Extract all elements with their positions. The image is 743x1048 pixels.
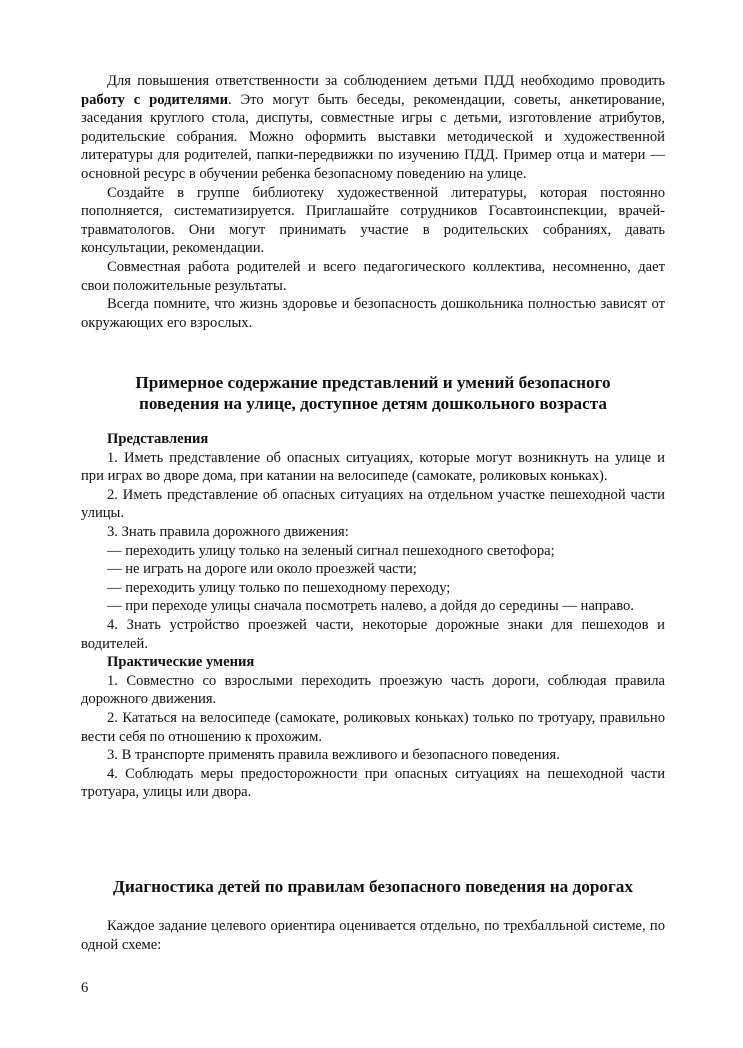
paragraph: Создайте в группе библиотеку художественной литературы, которая постоянно пополняется, систематизируется. Приглашайте сотрудников Госавтоинспекции, врачей-травматологов. Они могут принимать участие в родительских собраниях, давать консультации, рекомендации.	[81, 184, 665, 257]
paragraph: Всегда помните, что жизнь здоровье и безопасность дошкольника полностью зависят от окружающих его взрослых.	[81, 296, 665, 331]
subheading: Практические умения	[107, 654, 255, 671]
section-title	[81, 372, 665, 414]
section-title: Диагностика детей по правилам безопасного поведения на дорогах	[113, 877, 633, 896]
list-item: 1. Иметь представление об опасных ситуациях, которые могут возникнуть на улице и при играх во дворе дома, при катании на велосипеде (самокате, роликовых коньках).	[81, 449, 665, 485]
list-item: 2. Иметь представление об опасных ситуациях на отдельном участке пешеходной части улицы.	[81, 486, 665, 522]
list-item: — переходить улицу только на зеленый сигнал пешеходного светофора;	[107, 542, 555, 559]
paragraph: Совместная работа родителей и всего педагогического коллектива, несомненно, дает свои положительные результаты.	[81, 258, 665, 294]
section-body	[81, 917, 665, 954]
list-item: 1. Совместно со взрослыми переходить проезжую часть дороги, соблюдая правила дорожного движения.	[81, 672, 665, 708]
list-item: — переходить улицу только по пешеходному переходу;	[107, 579, 451, 596]
list-item: — при переходе улицы сначала посмотреть налево, а дойдя до середины — направо.	[107, 598, 634, 615]
paragraph	[81, 72, 665, 184]
text-run: . Это могут быть беседы, рекомендации, советы, анкетирование, заседания круглого стола, диспуты, совместные игры с детьми, изготовление атрибутов, родительские собрания. Можно оформить выставки методической и художественной литературы для родителей, папки-передвижки по изучению ПДД. Пример отца и матери — основной ресурс в обучении ребенка безопасному поведению на улице.	[81, 91, 665, 182]
list-item: 4. Соблюдать меры предосторожности при опасных ситуациях на пешеходной части тротуара, улицы или двора.	[81, 765, 665, 801]
list-item: 4. Знать устройство проезжей части, некоторые дорожные знаки для пешеходов и водителей.	[81, 616, 665, 652]
list-item: — не играть на дороге или около проезжей части;	[107, 561, 417, 578]
list-item: 3. Знать правила дорожного движения:	[107, 523, 349, 540]
paragraph: Каждое задание целевого ориентира оценивается отдельно, по трехбалльной системе, по одной схеме:	[81, 918, 665, 953]
list-item: 3. В транспорте применять правила вежливого и безопасного поведения.	[107, 747, 560, 764]
page-number: 6	[81, 980, 89, 996]
title-line: поведения на улице, доступное детям дошкольного возраста	[138, 394, 608, 413]
text-run: Для повышения ответственности за соблюдением детьми ПДД необходимо проводить	[107, 73, 665, 89]
intro-section	[81, 72, 665, 332]
list-item: 2. Кататься на велосипеде (самокате, роликовых коньках) только по тротуару, правильно вести себя по отношению к прохожим.	[81, 709, 665, 745]
title-line: Примерное содержание представлений и умений безопасного	[135, 373, 611, 392]
subheading: Представления	[107, 431, 209, 447]
section-body	[81, 430, 665, 802]
bold-phrase: работу с родителями	[81, 91, 228, 108]
